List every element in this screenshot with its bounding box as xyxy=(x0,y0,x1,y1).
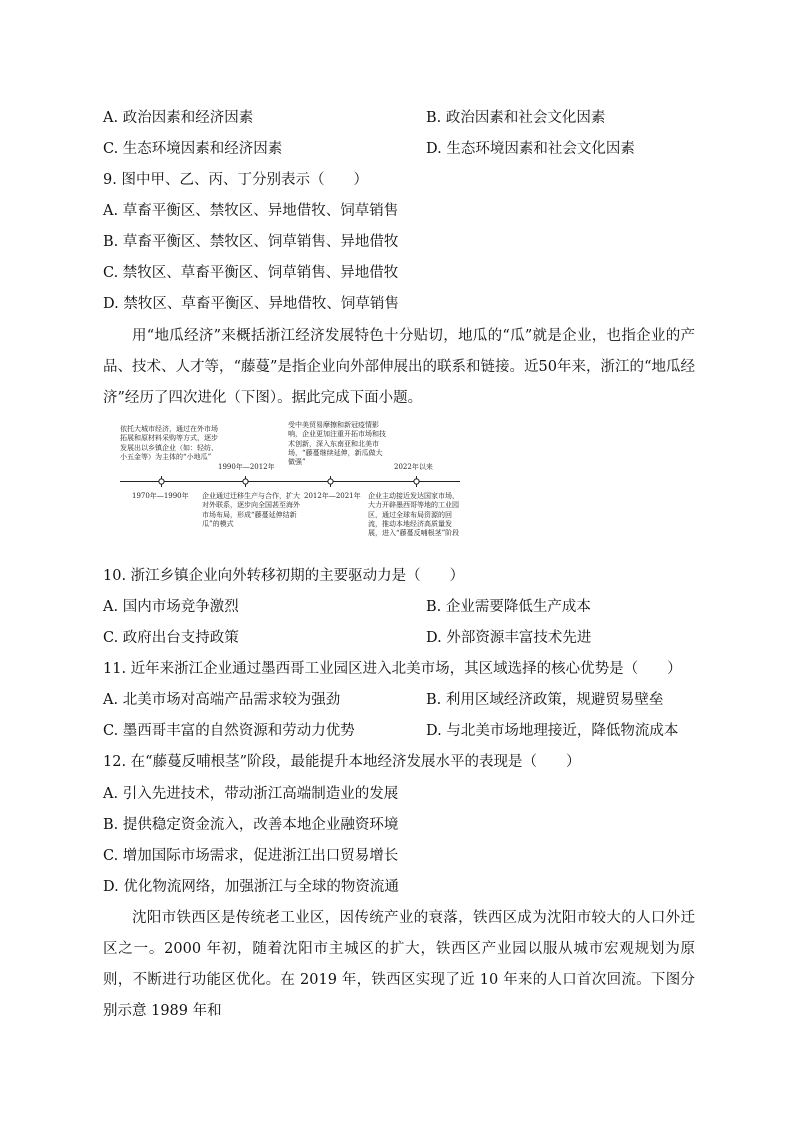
timeline-note-stage1: 依托大城市经济，通过在外市场拓展和原材料采购等方式，逐步发展出以乡镇企业（如：轻纺、小五金等）为主体的“小地瓜” xyxy=(120,425,218,461)
timeline-figure xyxy=(118,421,463,553)
timeline-period-4: 2022年以来 xyxy=(394,463,433,471)
q8-option-d: D. 生态环境因素和社会文化因素 xyxy=(426,141,635,157)
timeline-axis xyxy=(120,481,460,482)
q10-option-b: B. 企业需要降低生产成本 xyxy=(426,599,591,615)
q8-option-c: C. 生态环境因素和经济因素 xyxy=(103,141,283,157)
timeline-node-4 xyxy=(413,476,420,487)
timeline-note-stage3: 受中美贸易摩擦和新冠疫情影响，企业更加注重开拓市场和技术创新，深入东南亚和北美市场，“藤蔓继续延伸，新瓜做大做强” xyxy=(288,421,386,467)
q9-option-b: B. 草畜平衡区、禁牧区、饲草销售、异地借牧 xyxy=(103,234,399,250)
q12-option-a: A. 引入先进技术，带动浙江高端制造业的发展 xyxy=(103,786,399,802)
timeline-period-3: 2012年—2021年 xyxy=(304,492,361,500)
passage-tiexi-text: 沈阳市铁西区是传统老工业区，因传统产业的衰落，铁西区成为沈阳市较大的人口外迁区之一。2000 年初，随着沈阳市主城区的扩大，铁西区产业园以服从城市宏观规划为原则，不断进行功能区优化。在 2019 年，铁西区实现了近 10 年来的人口首次回流。下图分别示意 1989 年和 xyxy=(103,910,695,1019)
passage-diguajingji-text: 用“地瓜经济”来概括浙江经济发展特色十分贴切，地瓜的“瓜”就是企业，也指企业的产品、技术、人才等，“藤蔓”是指企业向外部伸展出的联系和链接。近50年来，浙江的“地瓜经济”经历了四次进化（下图）。据此完成下面小题。 xyxy=(103,328,695,406)
q12-option-c: C. 增加国际市场需求，促进浙江出口贸易增长 xyxy=(103,848,399,864)
q10-stem: 10. 浙江乡镇企业向外转移初期的主要驱动力是（ ） xyxy=(103,568,465,584)
q9-stem: 9. 图中甲、乙、丙、丁分别表示（ ） xyxy=(103,172,368,188)
timeline-node-2 xyxy=(242,476,249,487)
q11-option-a: A. 北美市场对高端产品需求较为强劲 xyxy=(103,692,341,708)
q12-option-b: B. 提供稳定资金流入，改善本地企业融资环境 xyxy=(103,817,399,833)
timeline-period-1: 1970年—1990年 xyxy=(132,492,189,500)
timeline-node-3 xyxy=(327,476,334,487)
q11-option-b: B. 利用区域经济政策，规避贸易壁垒 xyxy=(426,692,664,708)
passage-tiexi xyxy=(103,903,695,1027)
q10-option-c: C. 政府出台支持政策 xyxy=(103,630,239,646)
q8-option-a: A. 政治因素和经济因素 xyxy=(103,110,254,126)
q9-option-d: D. 禁牧区、草畜平衡区、异地借牧、饲草销售 xyxy=(103,296,399,312)
timeline-period-2: 1990年—2012年 xyxy=(218,463,275,471)
q10-option-d: D. 外部资源丰富技术先进 xyxy=(426,630,592,646)
q12-option-d: D. 优化物流网络，加强浙江与全球的物资流通 xyxy=(103,879,399,895)
q12-stem: 12. 在“藤蔓反哺根茎”阶段，最能提升本地经济发展水平的表现是（ ） xyxy=(103,754,581,770)
q8-option-b: B. 政治因素和社会文化因素 xyxy=(426,110,606,126)
q11-stem: 11. 近年来浙江企业通过墨西哥工业园区进入北美市场，其区域选择的核心优势是（ ） xyxy=(103,661,682,677)
timeline-note-stage2: 企业通过迁移生产与合作，扩大对外联系，逐步向全国甚至海外市场布局，形成“藤蔓延伸结新瓜”的模式 xyxy=(202,492,300,528)
passage-diguajingji xyxy=(103,321,695,414)
q11-option-d: D. 与北美市场地理接近，降低物流成本 xyxy=(426,723,679,739)
q9-option-c: C. 禁牧区、草畜平衡区、饲草销售、异地借牧 xyxy=(103,265,399,281)
q9-option-a: A. 草畜平衡区、禁牧区、异地借牧、饲草销售 xyxy=(103,203,399,219)
timeline-node-1 xyxy=(158,476,165,487)
q11-option-c: C. 墨西哥丰富的自然资源和劳动力优势 xyxy=(103,723,355,739)
timeline-note-stage4: 企业主动接近发达国家市场，大力开辟墨西哥等地的工业园区，通过全球布局资源的回流，推动本地经济高质量发展，进入“藤蔓反哺根茎”阶段 xyxy=(368,492,460,538)
q10-option-a: A. 国内市场竞争激烈 xyxy=(103,599,239,615)
